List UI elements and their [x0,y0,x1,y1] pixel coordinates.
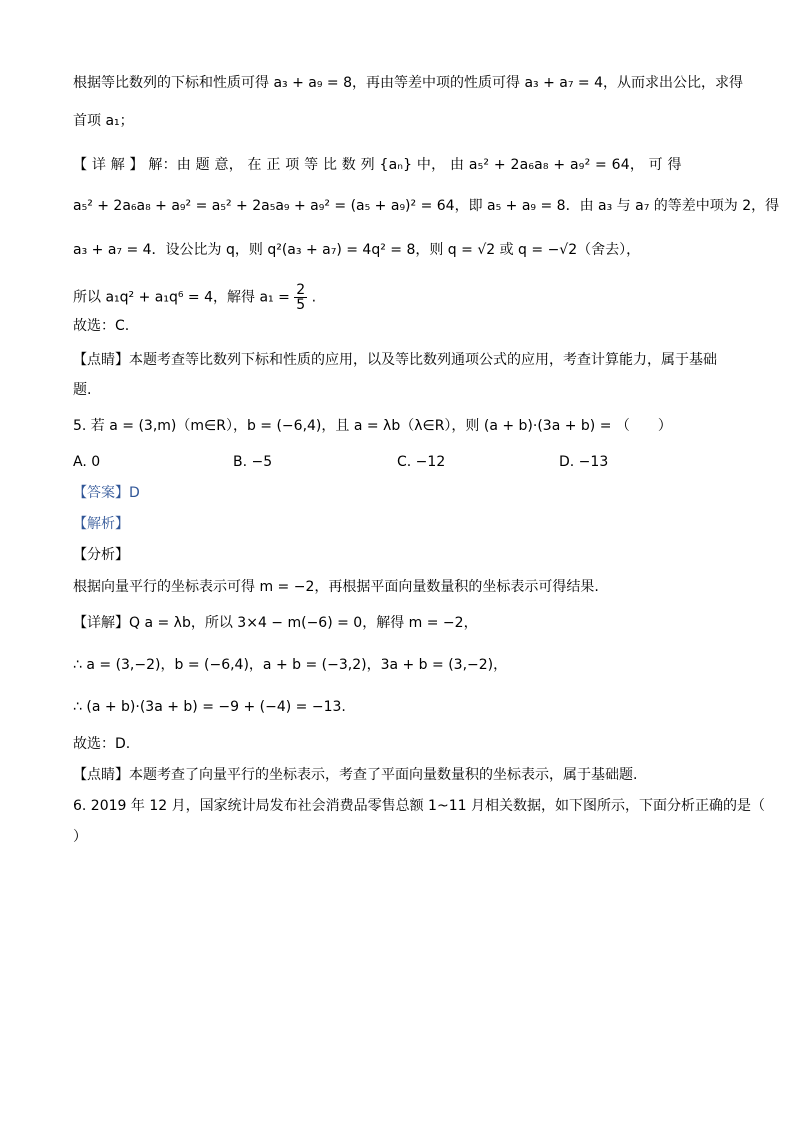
answer-label: 【答案】D [73,485,140,501]
choose-c-line: 故选：C. [73,318,130,334]
q5-detail-line-3: ∴ (a + b)·(3a + b) = −9 + (−4) = −13. [73,699,346,715]
option-b: B. −5 [233,454,273,470]
q5-detail-line-1: 【详解】Q a = λb，所以 3×4 − m(−6) = 0，解得 m = −2， [73,615,478,631]
analysis-label: 【解析】 [73,516,129,532]
comment-line-1: 【点睛】本题考查等比数列下标和性质的应用，以及等比数列通项公式的应用，考查计算能力，属于基础 [73,352,717,368]
fraction-denominator: 5 [296,297,306,313]
fraction-two-fifths [294,283,307,312]
option-c: C. −12 [397,454,446,470]
option-d: D. −13 [559,454,609,470]
detail-line-4-end: . [311,289,317,306]
question-6-stem: 6. 2019 年 12 月，国家统计局发布社会消费品零售总额 1~11 月相关数据，如下图所示，下面分析正确的是（ [73,798,765,814]
detail-line-3: a₃ + a₇ = 4．设公比为 q，则 q²(a₃ + a₇) = 4q² = 8，则 q = √2 或 q = −√2（舍去）， [73,242,641,258]
question-6-stem-end: ） [73,829,87,845]
fenxi-label: 【分析】 [73,547,129,563]
choose-d-line: 故选：D. [73,736,131,752]
solution-analysis-line-2: 首项 a₁； [73,113,134,129]
solution-analysis-line-1: 根据等比数列的下标和性质可得 a₃ + a₉ = 8，再由等差中项的性质可得 a₃ + a₇ = 4，从而求出公比，求得 [73,75,744,91]
fenxi-text: 根据向量平行的坐标表示可得 m = −2，再根据平面向量数量积的坐标表示可得结果. [73,579,599,595]
fraction-numerator: 2 [296,282,306,298]
comment-line-2: 题. [73,382,92,398]
detail-line-4 [73,283,723,312]
option-a: A. 0 [73,454,101,470]
q5-comment: 【点睛】本题考查了向量平行的坐标表示，考查了平面向量数量积的坐标表示，属于基础题. [73,767,638,783]
question-5-stem: 5. 若 a = (3,m)（m∈R），b = (−6,4)，且 a = λb（λ∈R），则 (a + b)·(3a + b) = （ ） [73,418,672,434]
detail-line-4-text: 所以 a₁q² + a₁q⁶ = 4，解得 a₁ = [73,289,295,306]
q5-detail-line-2: ∴ a = (3,−2)，b = (−6,4)，a + b = (−3,2)，3a + b = (3,−2)， [73,657,508,673]
detail-line-1: 【 详 解 】 解：由 题 意， 在 正 项 等 比 数 列 {aₙ} 中， 由 a₅² + 2a₆a₈ + a₉² = 64， 可 得 [73,157,682,173]
detail-line-2: a₅² + 2a₆a₈ + a₉² = a₅² + 2a₅a₉ + a₉² = (a₅ + a₉)² = 64，即 a₅ + a₉ = 8．由 a₃ 与 a₇ 的等差中项为 2，得 [73,198,780,214]
